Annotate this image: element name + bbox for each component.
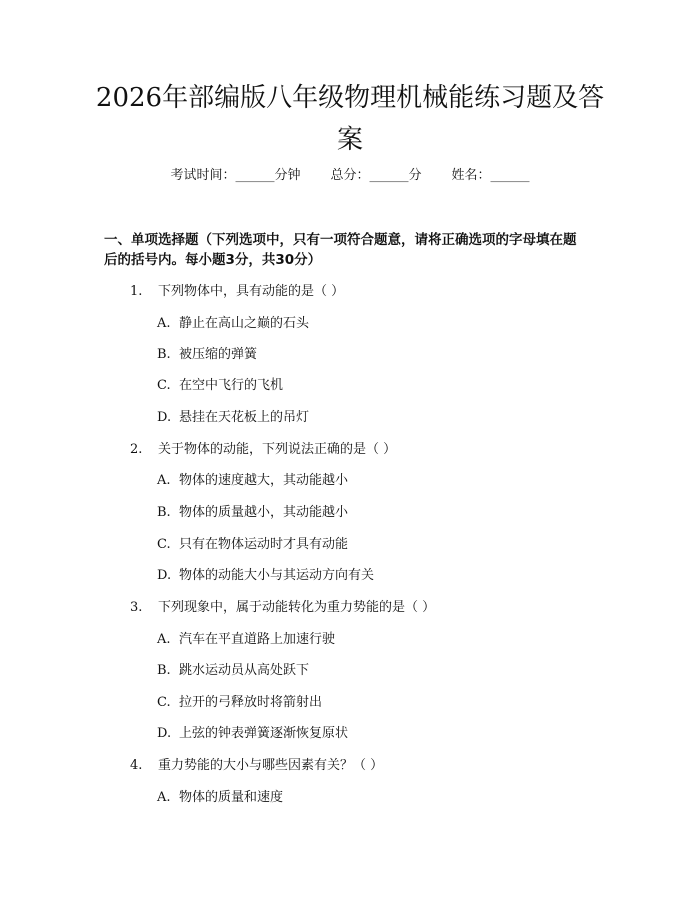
option-text: 在空中飞行的飞机 — [179, 378, 284, 393]
option-letter: C. — [157, 537, 171, 552]
option-text: 悬挂在天花板上的吊灯 — [179, 410, 310, 425]
document-title-line1: 2026年部编版八年级物理机械能练习题及答 — [95, 83, 605, 113]
question-text: 下列现象中，属于动能转化为重力势能的是（ ） — [158, 600, 436, 615]
question-number: 1. — [130, 284, 143, 299]
option-letter: B. — [157, 347, 171, 362]
question-4 — [130, 756, 383, 776]
question-2-option-b — [157, 503, 348, 523]
option-letter: A. — [157, 473, 171, 488]
question-3-option-b — [157, 661, 309, 681]
question-text: 关于物体的动能，下列说法正确的是（ ） — [158, 442, 397, 457]
option-letter: A. — [157, 316, 171, 331]
option-text: 物体的质量越小，其动能越小 — [179, 505, 349, 520]
question-2-option-c — [157, 535, 348, 555]
question-text: 下列物体中，具有动能的是（ ） — [158, 284, 345, 299]
exam-student-name: 姓名：______ — [451, 168, 530, 183]
option-text: 物体的动能大小与其运动方向有关 — [179, 568, 375, 583]
option-text: 物体的质量和速度 — [179, 790, 284, 805]
exam-total-score: 总分：______分 — [330, 168, 422, 183]
option-letter: D. — [157, 410, 172, 425]
option-text: 物体的速度越大，其动能越小 — [179, 473, 349, 488]
option-letter: C. — [157, 378, 171, 393]
option-letter: D. — [157, 726, 172, 741]
option-text: 汽车在平直道路上加速行驶 — [179, 632, 336, 647]
question-1 — [130, 282, 344, 302]
option-letter: C. — [157, 695, 171, 710]
exam-info — [0, 166, 700, 186]
question-3-option-c — [157, 693, 322, 713]
question-number: 4. — [130, 758, 143, 773]
question-3-option-d — [157, 724, 348, 744]
question-text: 重力势能的大小与哪些因素有关？（ ） — [158, 758, 384, 773]
option-letter: B. — [157, 663, 171, 678]
question-1-option-c — [157, 376, 283, 396]
question-1-option-b — [157, 345, 257, 365]
question-2-option-a — [157, 471, 348, 491]
section-heading-line2: 后的括号内。每小题3分，共30分） — [104, 252, 322, 268]
question-3 — [130, 598, 435, 618]
question-2-option-d — [157, 566, 374, 586]
option-letter: A. — [157, 790, 171, 805]
question-3-option-a — [157, 630, 335, 650]
document-title-line2: 案 — [336, 125, 363, 155]
exam-time: 考试时间：______分钟 — [170, 168, 301, 183]
question-number: 3. — [130, 600, 143, 615]
section-heading-line1: 一、单项选择题（下列选项中，只有一项符合题意，请将正确选项的字母填在题 — [104, 232, 577, 248]
option-text: 跳水运动员从高处跃下 — [179, 663, 310, 678]
question-1-option-a — [157, 314, 309, 334]
option-text: 只有在物体运动时才具有动能 — [179, 537, 349, 552]
question-4-option-a — [157, 788, 283, 808]
option-letter: A. — [157, 632, 171, 647]
question-1-option-d — [157, 408, 309, 428]
option-text: 被压缩的弹簧 — [179, 347, 258, 362]
option-text: 静止在高山之巅的石头 — [179, 316, 310, 331]
option-text: 拉开的弓释放时将箭射出 — [179, 695, 323, 710]
option-letter: D. — [157, 568, 172, 583]
question-number: 2. — [130, 442, 143, 457]
option-text: 上弦的钟表弹簧逐渐恢复原状 — [179, 726, 349, 741]
question-2 — [130, 440, 396, 460]
option-letter: B. — [157, 505, 171, 520]
